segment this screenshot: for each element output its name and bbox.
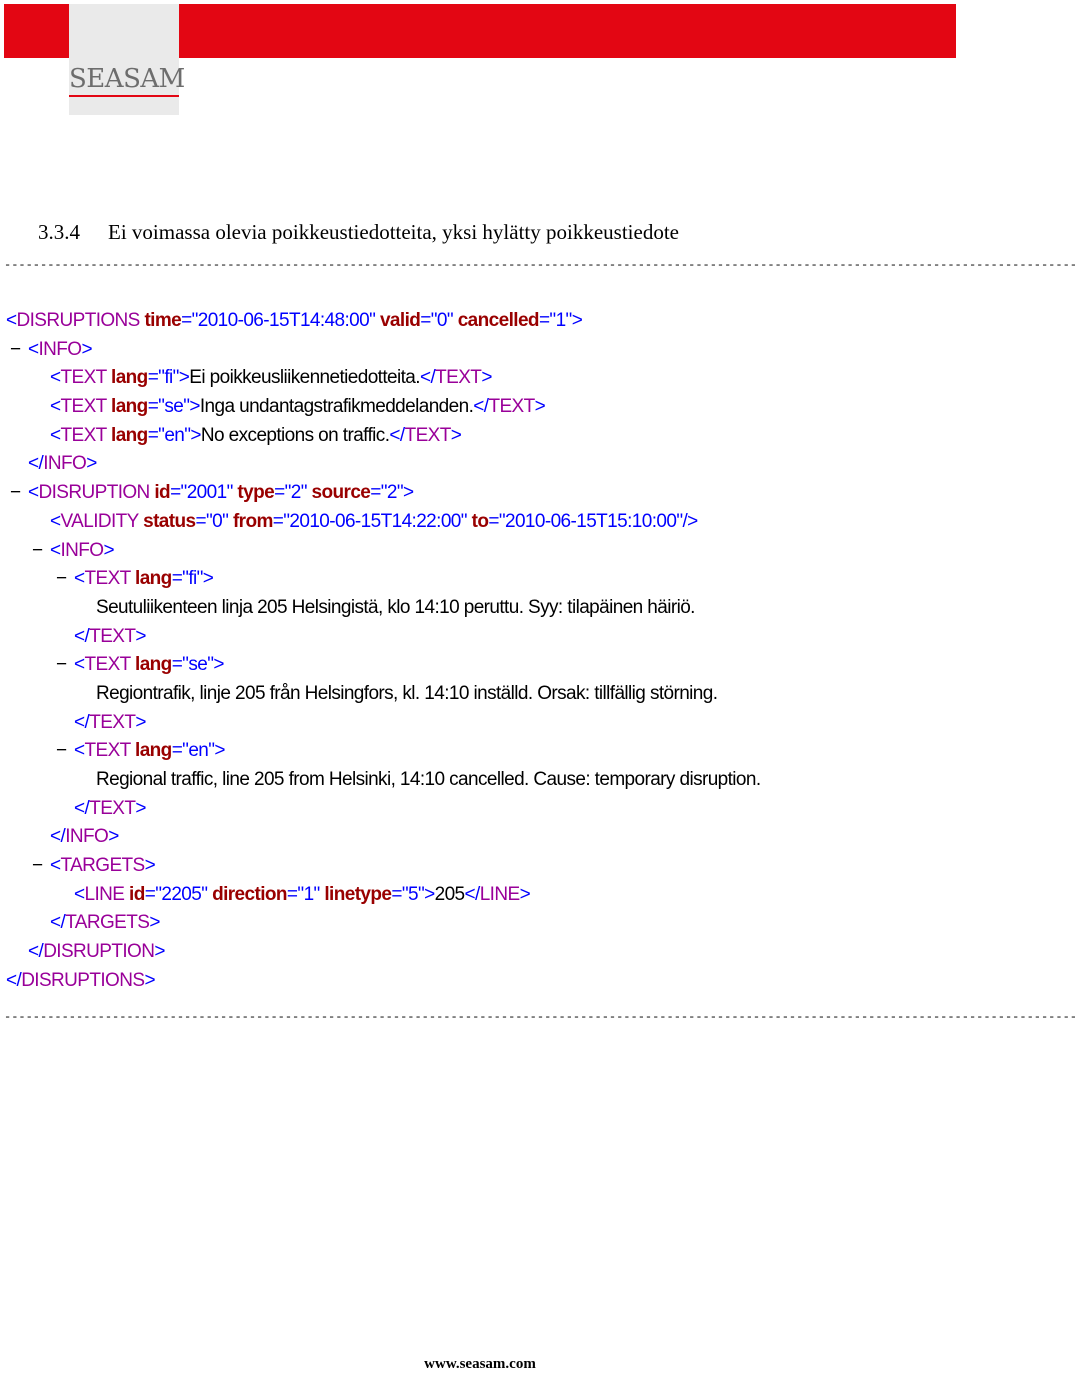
collapse-toggle-text-en[interactable]: − [56, 740, 67, 762]
xml-line-disruption-close: </DISRUPTION> [28, 941, 165, 963]
xml-tag-name: TEXT [89, 625, 136, 647]
xml-line-inner-info-open: − <INFO> [6, 537, 946, 566]
xml-line-inner-text-fi-content [6, 594, 946, 623]
xml-attr-name: type [237, 482, 275, 504]
xml-tag-name: TARGETS [65, 912, 150, 934]
xml-tag-name: TEXT [84, 740, 131, 762]
xml-line-targets-close: </TARGETS> [50, 912, 160, 934]
xml-tag-name: TEXT [89, 797, 136, 819]
collapse-toggle-text-fi[interactable]: − [56, 568, 67, 590]
xml-attr-name: linetype [324, 883, 392, 905]
xml-attr-value: en [164, 424, 185, 446]
xml-attr-name: direction [212, 883, 287, 905]
xml-tag-name: TEXT [60, 424, 107, 446]
xml-line-inner-text-fi-close: </TEXT> [74, 625, 146, 647]
xml-attr-name: id [154, 482, 171, 504]
xml-tag-name: INFO [65, 826, 109, 848]
xml-line-info-text-en: <TEXT lang="en">No exceptions on traffic.</TEXT> [50, 424, 462, 446]
xml-tag-name: LINE [479, 883, 520, 905]
xml-line-inner-text-en-open: − <TEXT lang="en"> [6, 737, 946, 766]
xml-tag-name: DISRUPTION [38, 482, 150, 504]
section-heading [38, 220, 679, 245]
xml-text-content: No exceptions on traffic. [200, 424, 390, 446]
separator-top: ----------------------------------------------------------------------------------------------------------------------------------------------------- [4, 258, 1077, 272]
logo-text: SEASAM [69, 64, 185, 94]
xml-attr-value: se [164, 396, 184, 418]
xml-tag-name: TEXT [60, 367, 107, 389]
xml-line-inner-text-se-content [6, 680, 946, 709]
xml-line-inner-text-se-close: </TEXT> [74, 711, 146, 733]
xml-tag-name: TEXT [488, 396, 535, 418]
xml-attr-name: lang [135, 568, 172, 590]
xml-tag-name: TEXT [84, 568, 131, 590]
xml-attr-name: id [129, 883, 145, 905]
xml-tag-name: DISRUPTIONS [16, 310, 140, 331]
collapse-toggle-targets[interactable]: − [32, 855, 43, 877]
xml-attr-name: status [143, 510, 196, 532]
xml-attr-value: 5 [408, 883, 418, 905]
separator-bottom: ----------------------------------------------------------------------------------------------------------------------------------------------------- [4, 1010, 1077, 1024]
xml-attr-value: 0 [212, 510, 223, 532]
xml-attr-name: time [144, 310, 182, 331]
xml-line-root-open: <DISRUPTIONS time="2010-06-15T14:48:00" valid="0" cancelled="1"> [6, 310, 583, 331]
xml-tag-name: VALIDITY [60, 510, 139, 532]
xml-text-content: 205 [434, 883, 465, 905]
xml-text-content: Regional traffic, line 205 from Helsinki, 14:10 cancelled. Cause: temporary disruption. [96, 769, 761, 790]
xml-line-targets-open: − <TARGETS> [6, 852, 946, 881]
xml-tag-name: TEXT [89, 711, 136, 733]
xml-attr-value: 2001 [186, 482, 227, 504]
xml-attr-value: se [188, 654, 208, 676]
section-title: Ei voimassa olevia poikkeustiedotteita, yksi hylätty poikkeustiedote [108, 220, 679, 244]
collapse-toggle-inner-info[interactable]: − [32, 539, 43, 561]
xml-line-validity: <VALIDITY status="0" from="2010-06-15T14:22:00" to="2010-06-15T15:10:00"/> [50, 510, 698, 532]
xml-line-root-close: </DISRUPTIONS> [6, 969, 155, 991]
xml-tag-name: DISRUPTION [43, 941, 155, 963]
xml-tag-name: DISRUPTIONS [21, 969, 145, 991]
xml-tag-name: TEXT [84, 654, 131, 676]
xml-attr-name: lang [111, 396, 148, 418]
xml-attr-value: 1 [555, 310, 566, 331]
xml-attr-name: lang [111, 424, 148, 446]
xml-line-info-text-se: <TEXT lang="se">Inga undantagstrafikmeddelanden.</TEXT> [50, 396, 546, 418]
xml-attr-value: 1 [303, 883, 314, 905]
xml-attr-name: to [471, 510, 489, 532]
xml-line-info-text-fi: <TEXT lang="fi">Ei poikkeusliikennetiedotteita.</TEXT> [50, 367, 492, 389]
xml-attr-value: 2010-06-15T15:10:00 [504, 510, 677, 532]
xml-tag-name: TEXT [435, 367, 482, 389]
xml-text-content: Seutuliikenteen linja 205 Helsingistä, klo 14:10 peruttu. Syy: tilapäinen häiriö. [96, 596, 695, 618]
xml-line-disruption-open: − <DISRUPTION id="2001" type="2" source="2"> [6, 479, 946, 508]
xml-tag-name: INFO [60, 539, 104, 561]
collapse-toggle-disruption[interactable]: − [10, 482, 21, 504]
xml-tag-name: TEXT [60, 396, 107, 418]
xml-tag-name: INFO [43, 453, 87, 475]
xml-attr-name: lang [111, 367, 148, 389]
xml-attr-name: lang [135, 654, 172, 676]
xml-line-inner-text-se-open: − <TEXT lang="se"> [6, 651, 946, 680]
footer-url: www.seasam.com [424, 1356, 536, 1372]
xml-line-line-element: <LINE id="2205" direction="1" linetype="5">205</LINE> [74, 883, 531, 905]
xml-line-inner-text-en-content [6, 766, 946, 795]
xml-text-content: Regiontrafik, linje 205 från Helsingfors, kl. 14:10 inställd. Orsak: tillfällig störning. [96, 682, 718, 704]
collapse-toggle-info[interactable]: − [10, 338, 21, 360]
xml-attr-value: 0 [436, 310, 447, 331]
seasam-logo [69, 4, 185, 115]
xml-attr-value: fi [164, 367, 173, 389]
section-number: 3.3.4 [38, 220, 80, 244]
xml-line-info-close: </INFO> [28, 453, 97, 475]
logo-underline [69, 95, 179, 97]
xml-line-inner-text-en-close: </TEXT> [74, 797, 146, 819]
xml-line-inner-text-fi-open: − <TEXT lang="fi"> [6, 565, 946, 594]
xml-tag-name: INFO [38, 338, 82, 360]
xml-tag-name: LINE [84, 883, 125, 905]
collapse-toggle-text-se[interactable]: − [56, 654, 67, 676]
xml-attr-value: 2205 [161, 883, 202, 905]
xml-text-content: Ei poikkeusliikennetiedotteita. [189, 367, 420, 389]
xml-attr-value: 2010-06-15T14:48:00 [197, 310, 370, 331]
xml-attr-name: valid [379, 310, 421, 331]
xml-attr-name: source [311, 482, 371, 504]
xml-attr-value: 2 [386, 482, 397, 504]
xml-tag-name: TEXT [404, 424, 451, 446]
xml-attr-value: 2010-06-15T14:22:00 [289, 510, 461, 532]
xml-text-content: Inga undantagstrafikmeddelanden. [199, 396, 474, 418]
xml-attr-name: lang [135, 740, 172, 762]
xml-attr-value: fi [188, 568, 197, 590]
xml-listing [6, 307, 946, 996]
xml-attr-name: cancelled [457, 310, 539, 331]
xml-line-inner-info-close: </INFO> [50, 826, 119, 848]
xml-attr-name: from [232, 510, 273, 532]
xml-tag-name: TARGETS [60, 855, 145, 877]
xml-attr-value: en [188, 740, 209, 762]
xml-line-info-open: − <INFO> [6, 336, 946, 365]
xml-attr-value: 2 [290, 482, 301, 504]
